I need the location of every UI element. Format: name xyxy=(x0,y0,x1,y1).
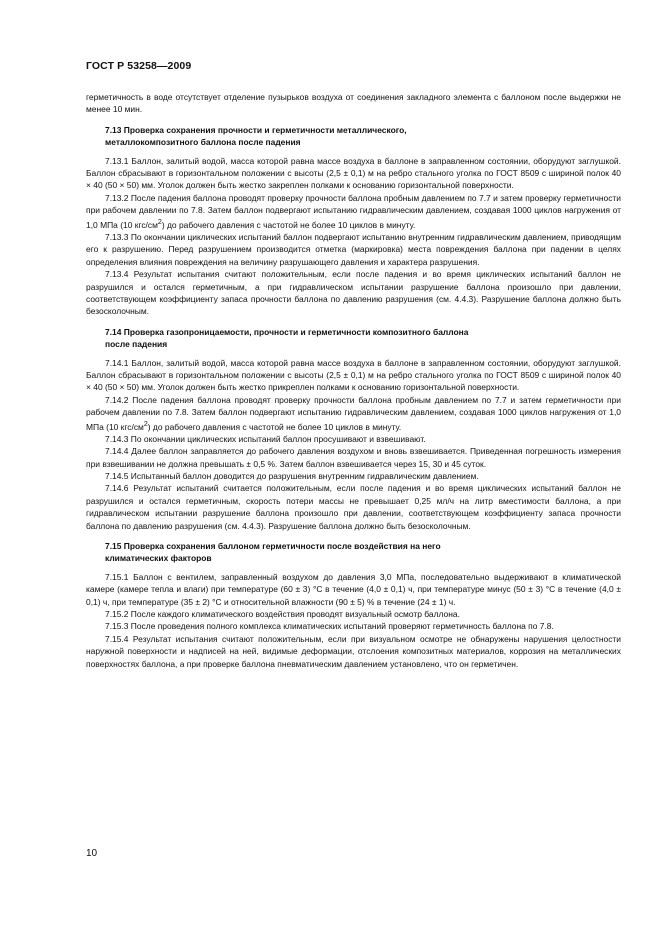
paragraph-7-15-1: 7.15.1 Баллон с вентилем, заправленный воздухом до давления 3,0 МПа, последовательно выдерживают в климатической камере (камере тепла и влаги) при температуре (60 ± 3) °С в течение (4,0 ± 0,1) ч, при температуре минус (50 ± 3) °С в течение (4,0 ± 0,1) ч, при температуре (35 ± 2) °С и относительной влажности (90 ± 5) % в течение (24 ± 1) ч. xyxy=(86,571,621,607)
section-7-13-heading-line2: металлокомпозитного баллона после падения xyxy=(105,137,301,148)
paragraph-7-15-4: 7.15.4 Результат испытания считают положительным, если при визуальном осмотре не обнаружены нарушения целостности наружной поверхности и надписей на ней, видимые деформации, отслоения композитных материалов, коррозия на металлических поверхностях баллона, а при проверке баллона пневматическим давлением установлено, что он герметичен. xyxy=(86,633,621,669)
section-7-13-heading-line1: 7.13 Проверка сохранения прочности и герметичности металлического, xyxy=(105,124,407,135)
document-standard-header: ГОСТ Р 53258—2009 xyxy=(86,60,192,72)
paragraph-7-14-6: 7.14.6 Результат испытаний считается положительным, если после падения и во время циклических испытаний баллон не разрушился и остался герметичным, скорость потери массы не превышает 0,25 мл/ч на литр вместимости баллона, а при гидравлическом испытании разрушение баллона произошло при давлении, соответствующем коэффициенту запаса прочности баллона по давлению разрушения (см. 4.4.3). Разрушение баллона должно быть безосколочным. xyxy=(86,483,621,531)
document-body xyxy=(86,91,621,670)
section-7-13-heading xyxy=(105,124,621,149)
paragraph-7-14-4: 7.14.4 Далее баллон заправляется до рабочего давления воздухом и вновь взвешивается. Приведенная погрешность измерения при взвешивании не должна превышать ± 0,5 %. Затем баллон взвешивается через 15, 30 и 45 суток. xyxy=(86,446,621,469)
paragraph-7-13-2-text-a: 7.13.2 После падения баллона проводят проверку прочности баллона пробным давлением по 7.7 и затем проверку герметичности при рабочем давлении по 7.8. Затем баллон подвергают испытанию гидравлическим давлением, создавая 1000 циклов нагружения от 1,0 МПа (10 кгс/см xyxy=(86,192,621,230)
paragraph-7-14-5: 7.14.5 Испытанный баллон доводится до разрушения внутренним гидравлическим давлением. xyxy=(105,471,479,481)
section-7-15-heading xyxy=(105,540,621,565)
superscript-exponent: 2 xyxy=(157,218,162,226)
intro-paragraph: герметичность в воде отсутствует отделение пузырьков воздуха от соединения закладного элемента с баллоном после выдержки не менее 10 мин. xyxy=(86,92,621,115)
section-7-15-heading-line2: климатических факторов xyxy=(105,553,212,564)
section-7-15-heading-line1: 7.15 Проверка сохранения баллоном герметичности после воздействия на него xyxy=(105,541,441,552)
paragraph-7-15-2: 7.15.2 После каждого климатического воздействия проводят визуальный осмотр баллона. xyxy=(105,609,460,620)
page-number: 10 xyxy=(86,848,98,859)
section-7-14-heading-line1: 7.14 Проверка газопроницаемости, прочности и герметичности композитного баллона xyxy=(105,326,469,337)
paragraph-7-14-2 xyxy=(86,394,621,433)
paragraph-7-14-2-text-a: 7.14.2 После падения баллона проводят проверку прочности баллона пробным давлением по 7.7 и затем герметичности при рабочем давлении по 7.8. Затем баллон подвергают испытанию гидравлическим давлением, создавая 1000 циклов нагружения от 1,0 МПа (10 кгс/см xyxy=(86,394,621,432)
paragraph-7-14-1: 7.14.1 Баллон, залитый водой, масса которой равна массе воздуха в баллоне в заправленном состоянии, оборудуют заглушкой. Баллон сбрасывают в горизонтальном положении с высоты (2,5 ± 0,1) м на ребро стального уголка по ГОСТ 8509 с шириной полок 40 × 40 (50 × 50) мм. Уголок должен быть жестко прикреплен полками к основанию горизонтальной поверхности. xyxy=(86,357,621,393)
paragraph-7-14-3: 7.14.3 По окончании циклических испытаний баллон просушивают и взвешивают. xyxy=(105,433,426,444)
section-7-14-heading xyxy=(105,326,621,351)
paragraph-7-13-4: 7.13.4 Результат испытания считают положительным, если после падения и во время циклических испытаний баллон не разрушился и остался герметичным, а при гидравлическом испытании разрушение баллона произошло при давлении, соответствующем коэффициенту запаса прочности баллона по давлению разрушения (см. 4.4.3). Разрушение баллона должно быть безосколочным. xyxy=(86,269,621,317)
section-7-14-heading-line2: после падения xyxy=(105,339,168,350)
superscript-exponent: 2 xyxy=(143,420,148,428)
paragraph-7-15-3: 7.15.3 После проведения полного комплекса климатических испытаний проверяют герметичность баллона по 7.8. xyxy=(105,621,554,632)
paragraph-7-13-3: 7.13.3 По окончании циклических испытаний баллон подвергают испытанию внутренним гидравлическим давлением, приводящим его к разрушению. Перед разрушением производится отметка (маркировка) места повреждения баллона при падении в целях определения влияния повреждения на величину разрушающего давления и характера разрушения. xyxy=(86,231,621,267)
paragraph-7-14-2-text-b: ) до рабочего давления с частотой не более 10 циклов в минуту. xyxy=(147,421,402,432)
paragraph-7-13-2-text-b: ) до рабочего давления с частотой не более 10 циклов в минуту. xyxy=(161,219,416,230)
paragraph-7-13-1: 7.13.1 Баллон, залитый водой, масса которой равна массе воздуха в баллоне в заправленном состоянии, оборудуют заглушкой. Баллон сбрасывают в горизонтальном положении с высоты (2,5 ± 0,1) м на ребро стального уголка по ГОСТ 8509 с шириной полок 40 × 40 (50 × 50) мм. Уголок должен быть жестко закреплен полками к основанию горизонтальной поверхности. xyxy=(86,155,621,191)
paragraph-7-13-2 xyxy=(86,192,621,231)
